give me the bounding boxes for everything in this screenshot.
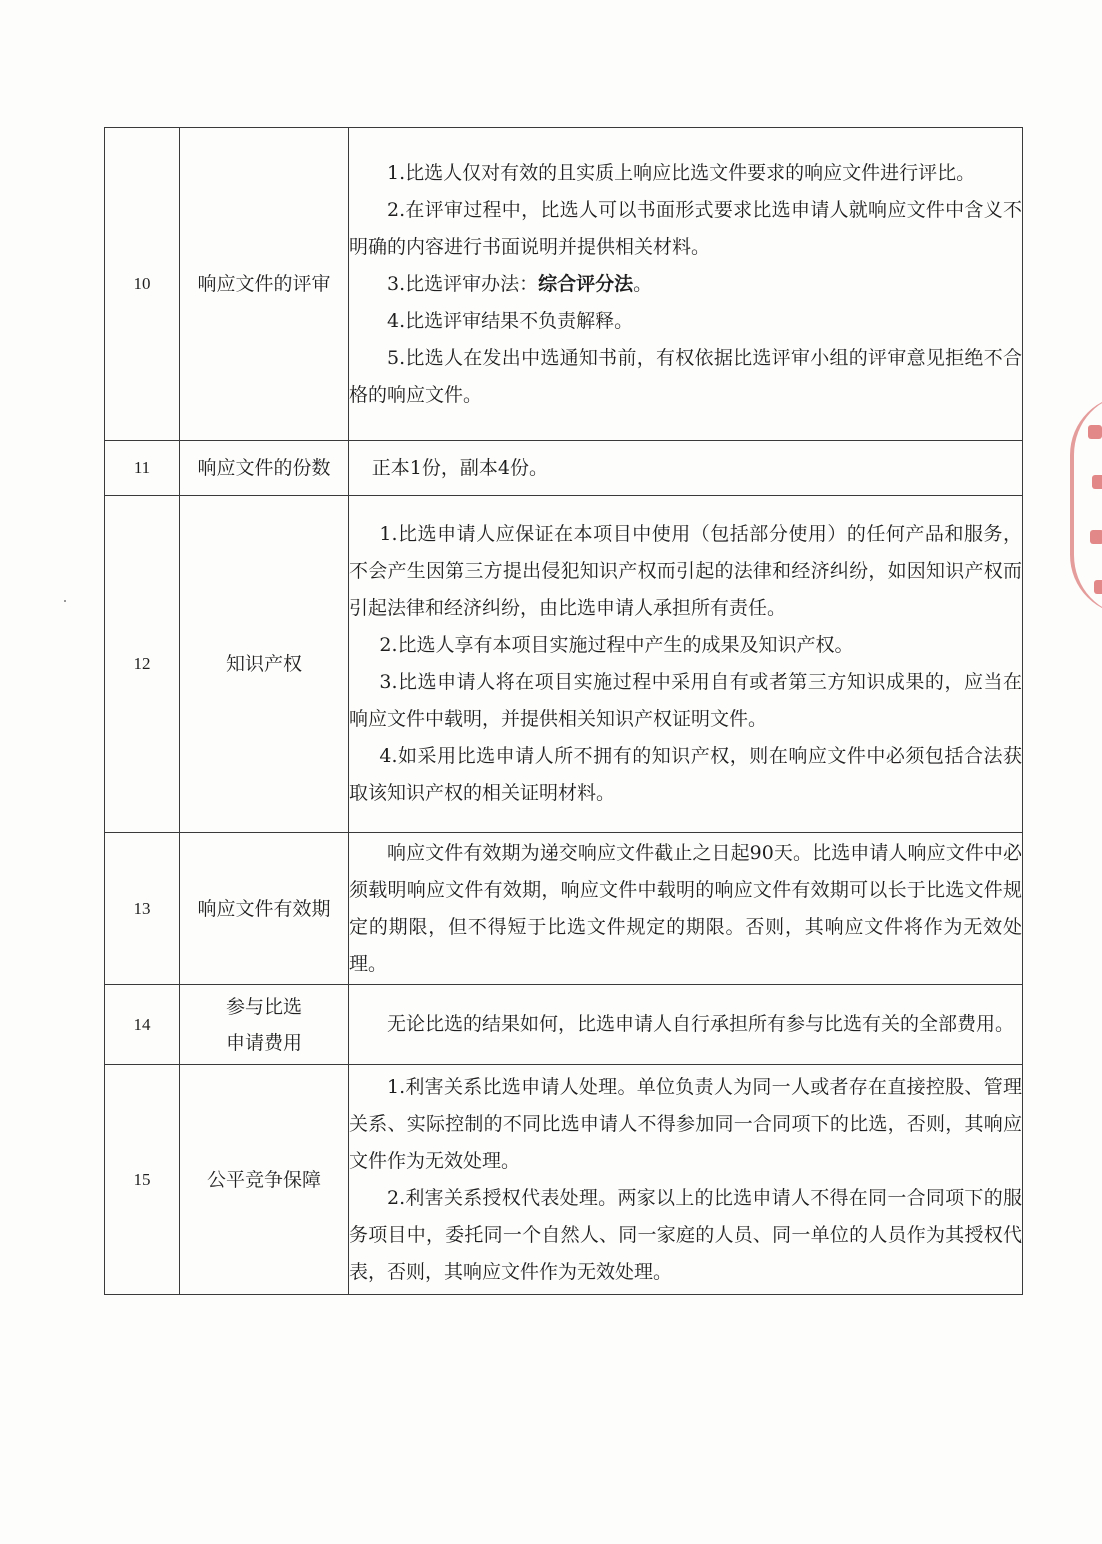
clause-paragraph [349,266,1022,303]
row-number: 14 [105,985,180,1065]
terms-table [104,127,1023,1295]
item-title [180,985,349,1065]
clause-paragraph: 5.比选人在发出中选通知书前，有权依据比选评审小组的评审意见拒绝不合格的响应文件。 [349,346,1022,406]
item-content [349,496,1023,833]
clause-emphasis: 综合评分法 [538,272,634,295]
item-title-line: 响应文件有效期 [197,897,331,920]
clause-paragraph: 1.比选人仅对有效的且实质上响应比选文件要求的响应文件进行评比。 [387,161,976,184]
item-title [180,1065,349,1295]
item-content [349,985,1023,1065]
seal-stamp-fragment [1070,395,1102,615]
seal-mark [1094,580,1102,594]
item-title-line: 知识产权 [225,653,302,675]
clause-paragraph: 响应文件有效期为递交响应文件截止之日起90天。比选申请人响应文件中必须载明响应文件有效期，响应文件中载明的响应文件有效期可以长于比选文件规定的期限，但不得短于比选文件规定的期限。否则，其响应文件将作为无效处理。 [349,841,1022,975]
item-title-line: 响应文件的份数 [197,457,331,479]
seal-mark [1092,475,1102,489]
seal-mark [1090,530,1102,544]
table-row-15 [105,1065,1023,1295]
clause-paragraph: 2.利害关系授权代表处理。两家以上的比选申请人不得在同一合同项下的服务项目中，委托同一个自然人、同一家庭的人员、同一单位的人员作为其授权代表，否则，其响应文件作为无效处理。 [349,1186,1022,1283]
seal-mark [1088,425,1102,439]
item-content [349,833,1023,985]
item-title [180,441,349,496]
clause-text: 3.比选评审办法： [387,272,539,295]
row-number: 11 [105,441,180,496]
clause-paragraph: 2.比选人享有本项目实施过程中产生的成果及知识产权。 [379,634,854,656]
item-title [180,833,349,985]
item-title-line: 公平竞争保障 [206,1168,321,1191]
row-number: 15 [105,1065,180,1295]
table-row-14 [105,985,1023,1065]
clause-paragraph: 2.在评审过程中，比选人可以书面形式要求比选申请人就响应文件中含义不明确的内容进行书面说明并提供相关材料。 [349,198,1022,258]
clause-paragraph: 1.利害关系比选申请人处理。单位负责人为同一人或者存在直接控股、管理关系、实际控制的不同比选申请人不得参加同一合同项下的比选，否则，其响应文件作为无效处理。 [349,1075,1022,1172]
table-row-12 [105,496,1023,833]
clause-paragraph: 无论比选的结果如何，比选申请人自行承担所有参与比选有关的全部费用。 [387,1013,1015,1035]
clause-paragraph: 1.比选申请人应保证在本项目中使用（包括部分使用）的任何产品和服务，不会产生因第三方提出侵犯知识产权而引起的法律和经济纠纷，如因知识产权而引起法律和经济纠纷，由比选申请人承担所有责任。 [349,523,1022,619]
item-content [349,128,1023,441]
item-content [349,441,1023,496]
table-row-11 [105,441,1023,496]
item-content [349,1065,1023,1295]
row-number: 10 [105,128,180,441]
item-title [180,496,349,833]
item-title-line: 参与比选 [225,995,302,1018]
clause-paragraph: 4.比选评审结果不负责解释。 [387,309,634,332]
clause-paragraph: 4.如采用比选申请人所不拥有的知识产权，则在响应文件中必须包括合法获取该知识产权的相关证明材料。 [349,745,1022,804]
row-number: 13 [105,833,180,985]
clause-paragraph: 3.比选申请人将在项目实施过程中采用自有或者第三方知识成果的，应当在响应文件中载明，并提供相关知识产权证明文件。 [349,671,1022,730]
table-row-13 [105,833,1023,985]
scan-speck [64,600,66,602]
row-number: 12 [105,496,180,833]
item-title-line: 申请费用 [225,1031,302,1054]
terms-table-body [105,128,1023,1295]
clause-paragraph: 正本1份，副本4份。 [371,456,548,479]
table-row-10 [105,128,1023,441]
item-title-line: 响应文件的评审 [197,273,331,295]
clause-tail: 。 [633,272,653,295]
item-title [180,128,349,441]
